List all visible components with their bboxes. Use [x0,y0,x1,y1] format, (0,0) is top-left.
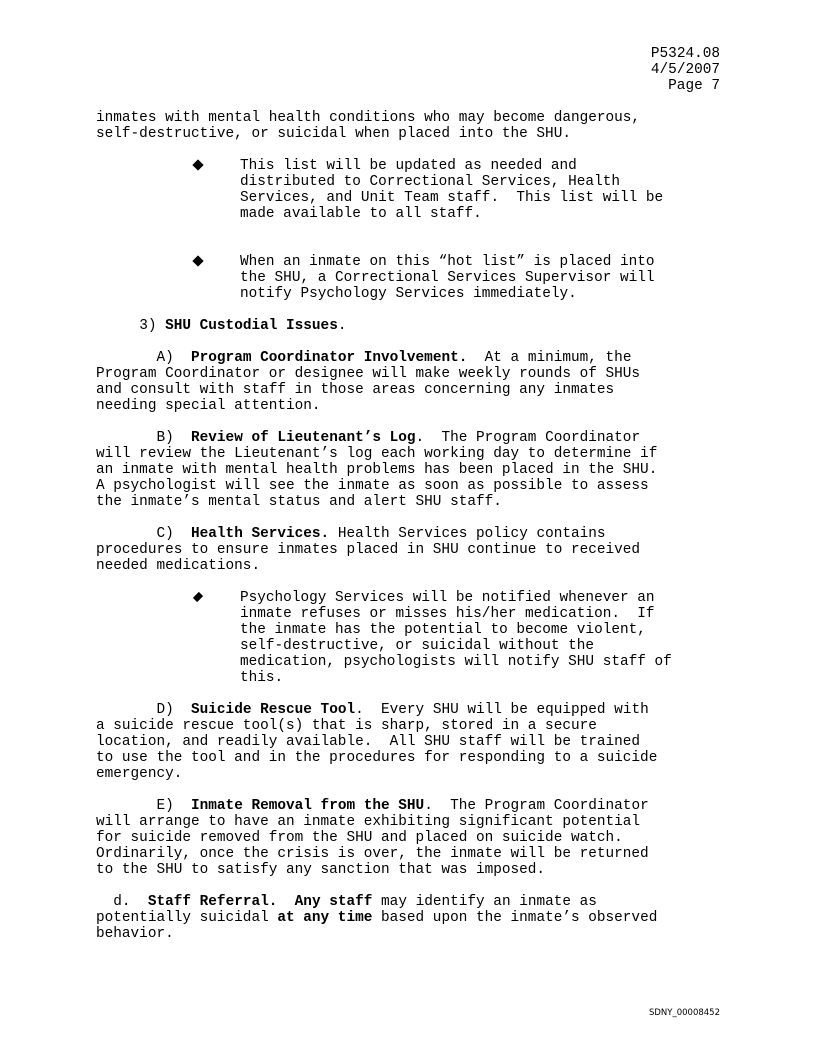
item-d-lower-first-line [96,894,726,910]
item-line: emergency. [96,766,183,782]
small-diamond-bullet-icon [192,590,204,606]
item-line: to use the tool and in the procedures for responding to a suicide [96,750,658,766]
spacer [96,686,726,702]
item-d-first-line [96,702,726,718]
item-title: Program Coordinator Involvement. [191,350,468,366]
item-text: based upon the inmate’s observed [372,910,658,926]
bates-number: SDNY_00008452 [648,1008,720,1018]
item-line: a suicide rescue tool(s) that is sharp, stored in a secure [96,718,597,734]
bullet-line: This list will be updated as needed and [240,158,577,174]
intro-line: self-destructive, or suicidal when placed into the SHU. [96,126,571,142]
bullet-line: the SHU, a Correctional Services Supervisor will [240,270,655,286]
spacer [96,302,726,318]
spacer [96,574,726,590]
item-text: . Every SHU will be equipped with [355,702,649,718]
item-line: will review the Lieutenant’s log each working day to determine if [96,446,658,462]
item-line: Ordinarily, once the crisis is over, the inmate will be returned [96,846,649,862]
bullet-line: inmate refuses or misses his/her medication. If [240,606,655,622]
item-emphasis: at any time [277,910,373,926]
spacer [96,782,726,798]
item-e-first-line [96,798,726,814]
item-line: Program Coordinator or designee will make weekly rounds of SHUs [96,366,641,382]
spacer [96,510,726,526]
item-line: the inmate’s mental status and alert SHU staff. [96,494,502,510]
item-label: d. [113,894,131,910]
item-text: . The Program Coordinator [424,798,649,814]
diamond-bullet-icon [192,158,204,174]
item-line: for suicide removed from the SHU and placed on suicide watch. [96,830,623,846]
item-text: At a minimum, the [467,350,632,366]
item-line: an inmate with mental health problems has been placed in the SHU. [96,462,658,478]
item-line: to the SHU to satisfy any sanction that was imposed. [96,862,546,878]
item-line: will arrange to have an inmate exhibiting significant potential [96,814,641,830]
item-label: E) [156,798,174,814]
intro-line: inmates with mental health conditions who may become dangerous, [96,110,641,126]
section-number: 3) [139,318,157,334]
item-label: C) [156,526,174,542]
section-title-suffix: . [337,318,347,334]
item-line: location, and readily available. All SHU staff will be trained [96,734,641,750]
document-body [96,110,726,942]
bullet-line: self-destructive, or suicidal without the [240,638,595,654]
item-text: may identify an inmate as [372,894,597,910]
spacer [96,222,726,254]
item-title: Suicide Rescue Tool [191,702,356,718]
section-title: SHU Custodial Issues [165,318,338,334]
item-line: needing special attention. [96,398,321,414]
spacer [96,334,726,350]
doc-date: 4/5/2007 [650,62,720,78]
item-line: behavior. [96,926,174,942]
item-title: Health Services. [191,526,330,542]
bullet-line: Psychology Services will be notified whenever an [240,590,655,606]
bullet-line: the inmate has the potential to become violent, [240,622,646,638]
spacer [96,414,726,430]
item-line: needed medications. [96,558,261,574]
item-text: potentially suicidal [96,910,278,926]
item-text: . The Program Coordinator [415,430,641,446]
item-emphasis: Any staff [294,894,373,910]
item-b-first-line [96,430,726,446]
page-header [651,46,720,94]
section-3-heading [96,318,726,334]
item-line: procedures to ensure inmates placed in SHU continue to received [96,542,641,558]
item-label: A) [156,350,174,366]
item-a-first-line [96,350,726,366]
bullet-line: Services, and Unit Team staff. This list will be [240,190,664,206]
page-number: Page 7 [668,78,720,94]
bullet-line: medication, psychologists will notify SHU staff of [240,654,672,670]
spacer [96,142,726,158]
bullet-line: this. [240,670,284,686]
item-text: Health Services policy contains [329,526,606,542]
item-line: and consult with staff in those areas concerning any inmates [96,382,615,398]
item-c-first-line [96,526,726,542]
item-label: D) [156,702,174,718]
bullet-line: distributed to Correctional Services, Health [240,174,620,190]
bullet-line: made available to all staff. [240,206,482,222]
bullet-line: When an inmate on this “hot list” is placed into [240,254,655,270]
diamond-bullet-icon [192,254,204,270]
bullet-item [240,590,726,686]
spacer [96,878,726,894]
doc-number: P5324.08 [650,46,720,62]
item-title: Review of Lieutenant’s Log [191,430,416,446]
item-title: Staff Referral. [147,894,278,910]
item-label: B) [156,430,174,446]
item-title: Inmate Removal from the SHU [191,798,425,814]
item-line [96,910,726,926]
bullet-item [240,254,726,302]
bullet-item [240,158,726,222]
bullet-line: notify Psychology Services immediately. [240,286,577,302]
item-line: A psychologist will see the inmate as soon as possible to assess [96,478,649,494]
